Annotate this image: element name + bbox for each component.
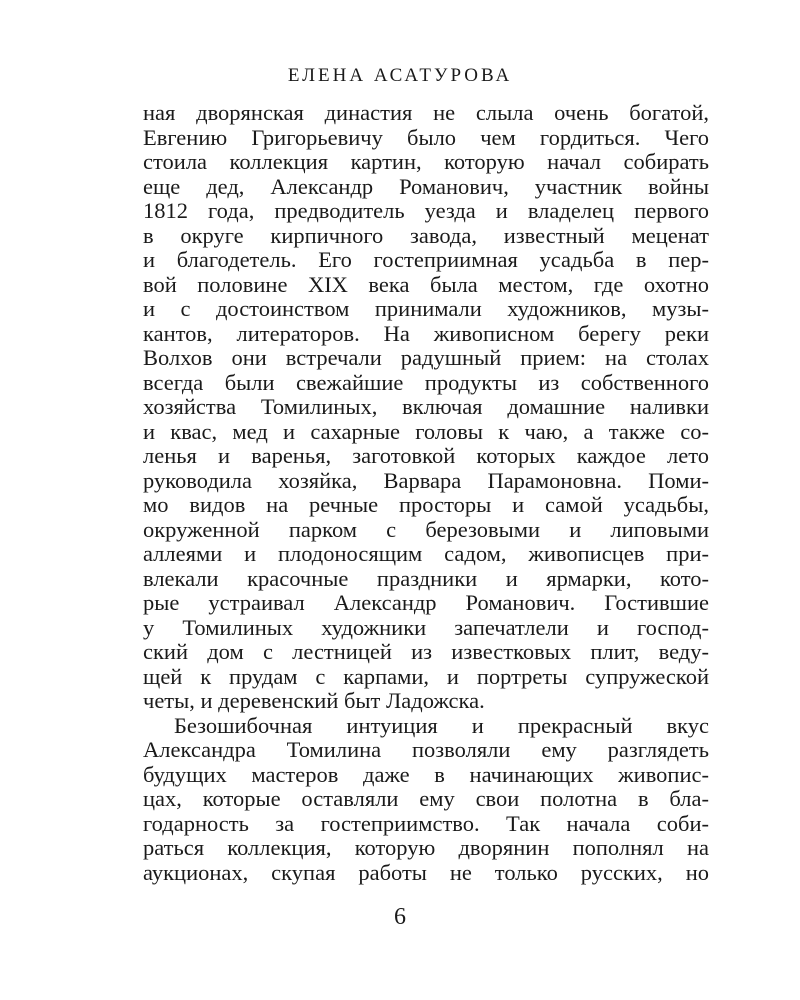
- text-line: руководила хозяйка, Варвара Парамоновна. Поми-: [143, 467, 709, 493]
- text-line: еще дед, Александр Романович, участник войны: [143, 173, 709, 199]
- text-line: Волхов они встречали радушный прием: на столах: [143, 345, 709, 370]
- text-line: 1812 года, предводитель уезда и владелец первого: [143, 198, 709, 223]
- text-line: Александра Томилина позволяли ему разглядеть: [143, 737, 709, 762]
- text-line: стоила коллекция картин, которую начал собирать: [143, 149, 709, 174]
- text-line: в округе кирпичного завода, известный меценат: [143, 222, 709, 248]
- text-line: ский дом с лестницей из известковых плит, веду-: [143, 639, 709, 664]
- text-line: и с достоинством принимали художников, музы-: [143, 296, 709, 321]
- text-line: вой половине XIX века была местом, где охотно: [143, 271, 709, 297]
- text-line: всегда были свежайшие продукты из собственного: [143, 369, 709, 395]
- text-line: хозяйства Томилиных, включая домашние наливки: [143, 394, 709, 419]
- text-line: щей к прудам с карпами, и портреты супружеской: [143, 663, 709, 689]
- text-line: у Томилиных художники запечатлели и господ-: [143, 614, 709, 640]
- text-line: и благодетель. Его гостеприимная усадьба в пер-: [143, 247, 709, 272]
- paragraph-start-line: Безошибочная интуиция и прекрасный вкус: [174, 712, 709, 738]
- text-line: и квас, мед и сахарные головы к чаю, а также со-: [143, 418, 709, 444]
- text-line: окруженной парком с березовыми и липовыми: [143, 516, 709, 542]
- text-line: раться коллекция, которую дворянин пополнял на: [143, 835, 709, 860]
- text-line: аукционах, скупая работы не только русских, но: [143, 859, 709, 885]
- text-line: ленья и варенья, заготовкой которых каждое лето: [143, 443, 709, 468]
- body-text: [143, 101, 709, 885]
- text-line: кантов, литераторов. На живописном берегу реки: [143, 320, 709, 346]
- text-line: рые устраивал Александр Романович. Гостившие: [143, 590, 709, 615]
- text-line: цах, которые оставляли ему свои полотна в бла-: [143, 786, 709, 811]
- text-line: аллеями и плодоносящим садом, живописцев при-: [143, 541, 709, 566]
- paragraph-end-line: четы, и деревенский быт Ладожска.: [143, 688, 485, 713]
- text-line: влекали красочные праздники и ярмарки, кото-: [143, 565, 709, 591]
- text-line: будущих мастеров даже в начинающих живопис-: [143, 761, 709, 787]
- text-line: мо видов на речные просторы и самой усадьбы,: [143, 492, 709, 517]
- page-number: 6: [394, 904, 406, 930]
- text-line: годарность за гостеприимство. Так начала соби-: [143, 810, 709, 836]
- text-line: Евгению Григорьевичу было чем гордиться. Чего: [143, 124, 709, 150]
- running-head-author: ЕЛЕНА АСАТУРОВА: [287, 65, 513, 86]
- text-line: ная дворянская династия не слыла очень богатой,: [143, 100, 709, 125]
